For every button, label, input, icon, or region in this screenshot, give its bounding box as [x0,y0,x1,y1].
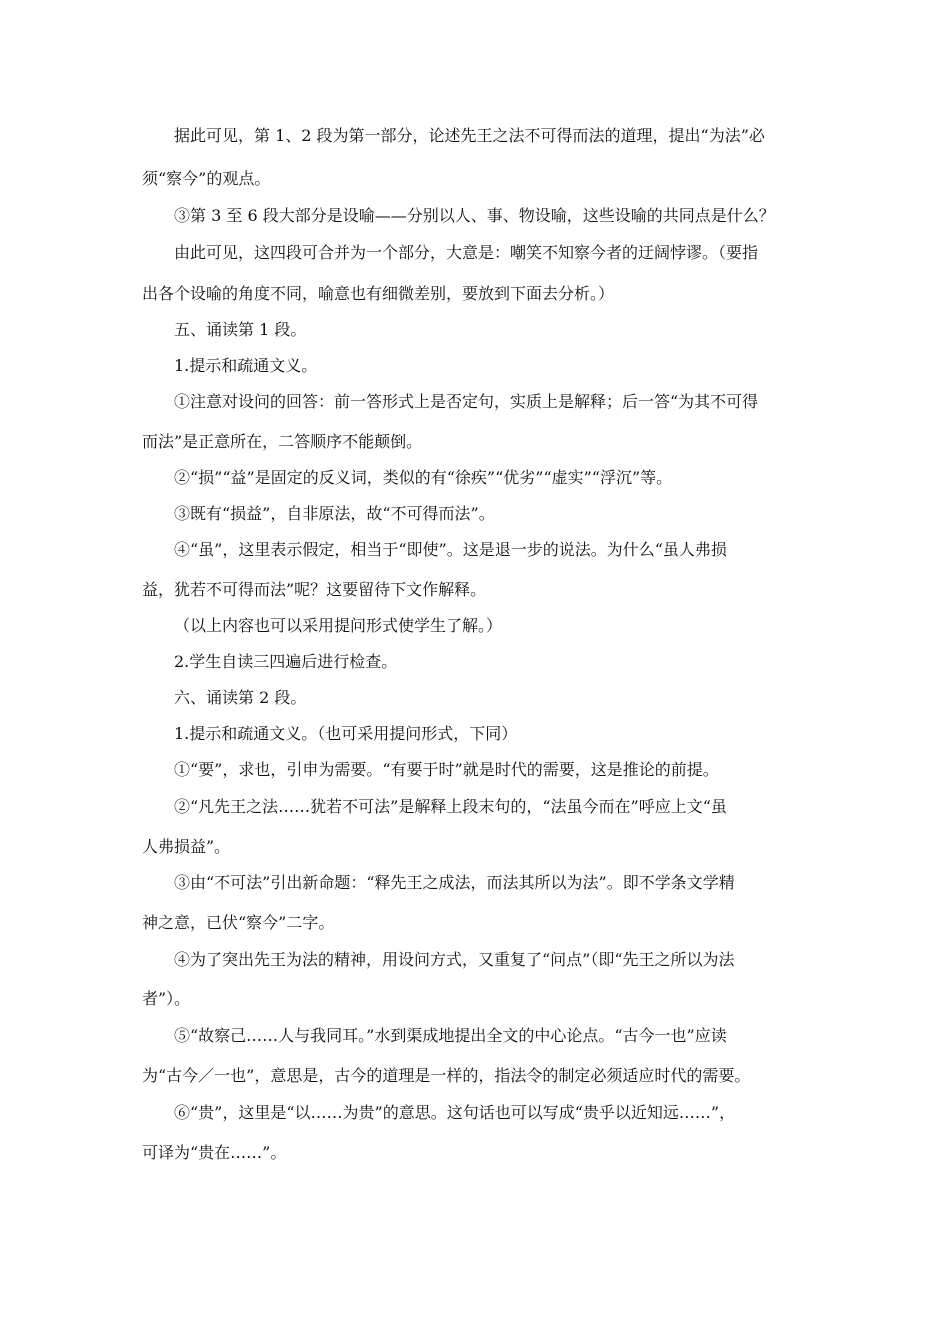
text-line: 者”）。 [142,989,191,1008]
text-line: 1.提示和疏通文义。（也可采用提问形式，下同） [174,724,518,743]
text-line: 神之意，已伏“察今”二字。 [142,913,335,932]
text-line: 1.提示和疏通文义。 [174,356,318,375]
text-line: ③由“不可法”引出新命题：“释先王之成法，而法其所以为法”。即不学条文学精 [174,873,735,892]
text-line: 益，犹若不可得而法”呢？这要留待下文作解释。 [142,580,487,599]
text-line: 可译为“贵在……”。 [142,1143,287,1162]
text-line: （以上内容也可以采用提问形式使学生了解。） [174,616,503,635]
text-line: 须“察今”的观点。 [142,169,271,188]
text-line: 为“古今／一也”，意思是，古今的道理是一样的，指法令的制定必须适应时代的需要。 [142,1066,751,1085]
text-line: ①注意对设问的回答：前一答形式上是否定句，实质上是解释；后一答“为其不可得 [174,392,759,411]
text-line: ②“损”“益”是固定的反义词，类似的有“徐疾”“优劣”“虚实”“浮沉”等。 [174,468,673,487]
text-line: ②“凡先王之法……犹若不可法”是解释上段末句的，“法虽今而在”呼应上文“虽 [174,797,727,816]
text-line: 出各个设喻的角度不同，喻意也有细微差别，要放到下面去分析。） [142,284,615,303]
text-line: ④为了突出先王为法的精神，用设问方式，又重复了“问点”（即“先王之所以为法 [174,950,735,969]
section-heading: 六、诵读第 2 段。 [174,688,307,707]
text-line: 由此可见，这四段可合并为一个部分，大意是：嘲笑不知察今者的迂阔悖谬。（要指 [174,243,759,262]
text-line: 据此可见，第 1、2 段为第一部分，论述先王之法不可得而法的道理，提出“为法”必 [174,126,765,145]
text-line: ①“要”，求也，引申为需要。“有要于时”就是时代的需要，这是推论的前提。 [174,760,719,779]
text-line: ④“虽”，这里表示假定，相当于“即使”。这是退一步的说法。为什么“虽人弗损 [174,540,727,559]
text-line: 2.学生自读三四遍后进行检查。 [174,652,398,671]
text-line: ③既有“损益”，自非原法，故“不可得而法”。 [174,504,495,523]
text-line: ⑤“故察己……人与我同耳。”水到渠成地提出全文的中心论点。“古今一也”应读 [174,1026,727,1045]
text-line: 人弗损益”。 [142,837,231,856]
text-line: ③第 3 至 6 段大部分是设喻——分别以人、事、物设喻，这些设喻的共同点是什么？ [174,206,775,225]
text-line: 而法”是正意所在，二答顺序不能颠倒。 [142,432,423,451]
text-line: ⑥“贵”，这里是“以……为贵”的意思。这句话也可以写成“贵乎以近知远……”， [174,1103,736,1122]
section-heading: 五、诵读第 1 段。 [174,320,307,339]
